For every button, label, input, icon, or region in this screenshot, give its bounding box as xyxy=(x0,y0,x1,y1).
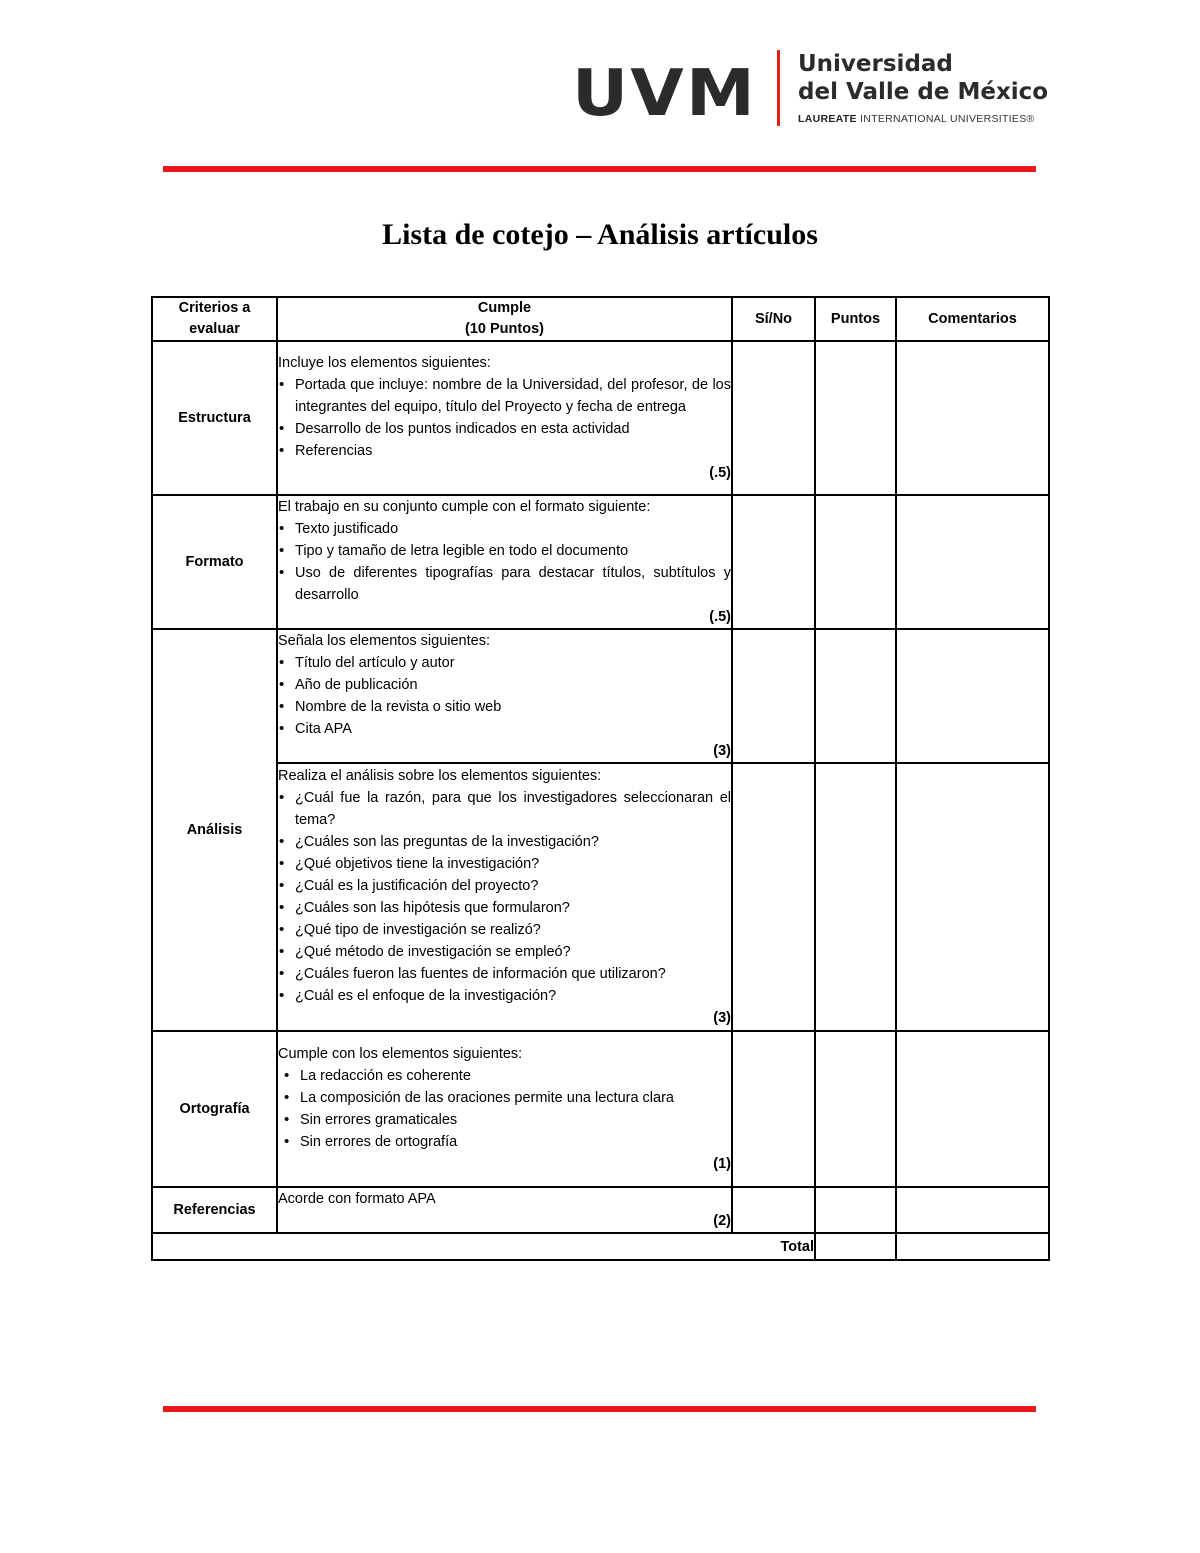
description-intro: Incluye los elementos siguientes: xyxy=(278,355,491,372)
header-row xyxy=(152,297,1049,341)
description-intro: El trabajo en su conjunto cumple con el formato siguiente: xyxy=(278,499,651,516)
list-item: • Portada que incluye: nombre de la Universidad, del profesor, de los integrantes del equipo, título del Proyecto y fecha de entrega xyxy=(278,374,731,418)
comentarios-cell[interactable] xyxy=(896,1187,1049,1233)
table-row-analisis-a xyxy=(152,629,1049,763)
list-item: • Desarrollo de los puntos indicados en esta actividad xyxy=(278,418,731,440)
points-label: (.5) xyxy=(709,609,731,626)
tagline-bold: LAUREATE xyxy=(798,113,857,125)
sino-cell[interactable] xyxy=(732,495,815,629)
table-row-estructura xyxy=(152,341,1049,495)
comentarios-cell[interactable] xyxy=(896,1031,1049,1187)
sino-cell[interactable] xyxy=(732,341,815,495)
logo-mark: UVM xyxy=(572,57,757,131)
list-item: • Nombre de la revista o sitio web xyxy=(278,696,731,718)
puntos-cell[interactable] xyxy=(815,1031,896,1187)
header-criteria: Criterios a evaluar xyxy=(152,297,277,341)
list-item: • ¿Cuáles son las hipótesis que formularon? xyxy=(278,897,731,919)
description-analisis-a xyxy=(277,629,732,763)
list-item: • Cita APA xyxy=(278,718,731,740)
header-sino: Sí/No xyxy=(732,297,815,341)
list-item: • La composición de las oraciones permite una lectura clara xyxy=(283,1087,731,1109)
sino-cell[interactable] xyxy=(732,1031,815,1187)
bullet-list xyxy=(278,374,731,462)
total-points-cell[interactable] xyxy=(815,1233,896,1260)
points-label: (.5) xyxy=(709,465,731,482)
total-comments-cell[interactable] xyxy=(896,1233,1049,1260)
header-puntos: Puntos xyxy=(815,297,896,341)
list-item: • ¿Qué tipo de investigación se realizó? xyxy=(278,919,731,941)
sino-cell[interactable] xyxy=(732,1187,815,1233)
bullet-list xyxy=(278,1065,731,1153)
description-ortografia xyxy=(277,1031,732,1187)
description-formato xyxy=(277,495,732,629)
table-row-analisis-b xyxy=(152,763,1049,1031)
list-item: • ¿Cuáles fueron las fuentes de información que utilizaron? xyxy=(278,963,731,985)
points-label: (3) xyxy=(713,743,731,760)
university-name-line1: Universidad xyxy=(798,51,953,77)
list-item: • Uso de diferentes tipografías para destacar títulos, subtítulos y desarrollo xyxy=(278,562,731,606)
criterion-referencias: Referencias xyxy=(152,1187,277,1233)
header-cumple xyxy=(277,297,732,341)
logo-tagline xyxy=(798,113,1035,125)
list-item: • ¿Qué objetivos tiene la investigación? xyxy=(278,853,731,875)
puntos-cell[interactable] xyxy=(815,763,896,1031)
header-comentarios: Comentarios xyxy=(896,297,1049,341)
tagline-rest: INTERNATIONAL UNIVERSITIES® xyxy=(860,113,1035,125)
points-label: (1) xyxy=(713,1156,731,1173)
sino-cell[interactable] xyxy=(732,629,815,763)
list-item: • Año de publicación xyxy=(278,674,731,696)
list-item: • Referencias xyxy=(278,440,731,462)
list-item: • ¿Cuál es el enfoque de la investigación? xyxy=(278,985,731,1007)
description-referencias xyxy=(277,1187,732,1233)
header-cumple-line1: Cumple xyxy=(477,300,532,316)
puntos-cell[interactable] xyxy=(815,495,896,629)
page-title: Lista de cotejo – Análisis artículos xyxy=(382,218,818,251)
list-item: • ¿Cuáles son las preguntas de la investigación? xyxy=(278,831,731,853)
total-label: Total xyxy=(152,1233,815,1260)
sino-cell[interactable] xyxy=(732,763,815,1031)
header-cumple-line2: (10 Puntos) xyxy=(465,321,544,338)
puntos-cell[interactable] xyxy=(815,1187,896,1233)
list-item: • Texto justificado xyxy=(278,518,731,540)
uvm-logo xyxy=(572,50,1049,131)
criterion-estructura: Estructura xyxy=(152,341,277,495)
table-row-ortografia xyxy=(152,1031,1049,1187)
description-intro: Cumple con los elementos siguientes: xyxy=(278,1046,523,1063)
description-analisis-b xyxy=(277,763,732,1031)
description-intro: Señala los elementos siguientes: xyxy=(278,633,490,650)
comentarios-cell[interactable] xyxy=(896,629,1049,763)
list-item: • Sin errores gramaticales xyxy=(283,1109,731,1131)
comentarios-cell[interactable] xyxy=(896,341,1049,495)
table-row-formato xyxy=(152,495,1049,629)
list-item: • Tipo y tamaño de letra legible en todo el documento xyxy=(278,540,731,562)
points-label: (3) xyxy=(713,1010,731,1027)
criterion-formato: Formato xyxy=(152,495,277,629)
description-intro: Realiza el análisis sobre los elementos siguientes: xyxy=(278,768,602,785)
bullet-list xyxy=(278,518,731,606)
criterion-analisis: Análisis xyxy=(152,629,277,1031)
criterion-ortografia: Ortografía xyxy=(152,1031,277,1187)
comentarios-cell[interactable] xyxy=(896,763,1049,1031)
description-estructura xyxy=(277,341,732,495)
total-row xyxy=(152,1233,1049,1260)
list-item: • ¿Cuál es la justificación del proyecto? xyxy=(278,875,731,897)
list-item: • Título del artículo y autor xyxy=(278,652,731,674)
header-rule xyxy=(163,166,1036,172)
list-item: • ¿Qué método de investigación se empleó? xyxy=(278,941,731,963)
list-item: • Sin errores de ortografía xyxy=(283,1131,731,1153)
puntos-cell[interactable] xyxy=(815,629,896,763)
list-item: • ¿Cuál fue la razón, para que los investigadores seleccionaran el tema? xyxy=(278,787,731,831)
bullet-list xyxy=(278,652,731,740)
points-label: (2) xyxy=(713,1213,731,1230)
university-name-line2: del Valle de México xyxy=(798,79,1049,105)
logo-divider xyxy=(777,50,780,126)
checklist-table xyxy=(151,296,1050,1261)
footer-rule xyxy=(163,1406,1036,1412)
puntos-cell[interactable] xyxy=(815,341,896,495)
description-intro: Acorde con formato APA xyxy=(278,1191,436,1208)
list-item: • La redacción es coherente xyxy=(283,1065,731,1087)
table-row-referencias xyxy=(152,1187,1049,1233)
comentarios-cell[interactable] xyxy=(896,495,1049,629)
bullet-list xyxy=(278,787,731,1007)
